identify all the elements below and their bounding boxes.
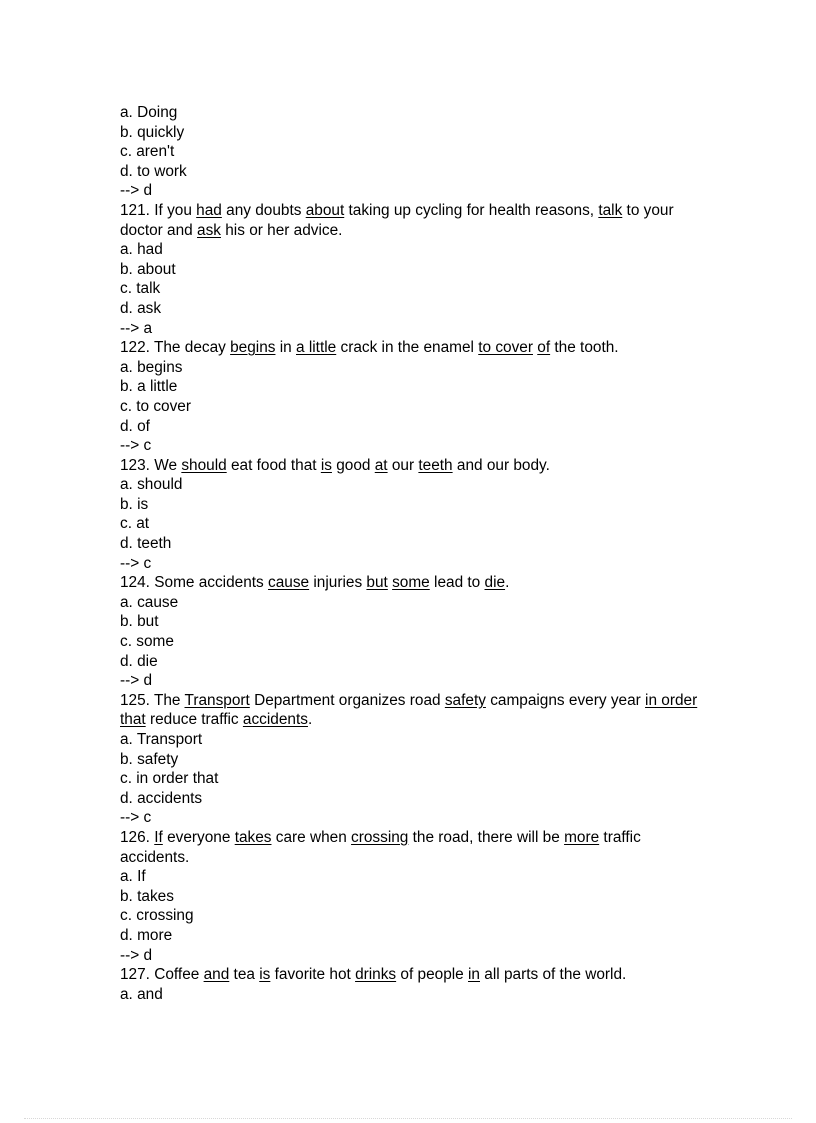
page-body: [120, 103, 710, 1004]
underlined-segment: crossing: [351, 828, 409, 846]
underlined-segment: in order that: [120, 691, 698, 729]
underlined-segment: Transport: [184, 691, 250, 709]
question-block: [120, 338, 710, 456]
text-segment: to your doctor and: [120, 201, 674, 239]
underlined-segment: some: [392, 574, 430, 592]
text-segment: .: [307, 711, 313, 729]
question-text: [120, 965, 710, 985]
text-segment: Some accidents: [149, 574, 269, 592]
question-text: [120, 338, 710, 358]
question-text: [120, 828, 710, 867]
question-block: [120, 828, 710, 965]
underlined-segment: about: [305, 201, 345, 219]
option-line: b. takes: [120, 887, 174, 905]
underlined-segment: takes: [234, 828, 272, 846]
text-segment: everyone: [162, 828, 235, 846]
underlined-segment: is: [259, 966, 271, 984]
underlined-segment: begins: [230, 339, 276, 357]
option-line: d. accidents: [120, 789, 203, 807]
text-segment: Coffee: [149, 966, 204, 984]
text-segment: The decay: [149, 339, 231, 357]
text-segment: Department organizes road: [249, 691, 445, 709]
underlined-segment: should: [181, 456, 227, 474]
text-segment: care when: [271, 828, 352, 846]
option-line: b. is: [120, 495, 149, 513]
underlined-segment: but: [366, 574, 388, 592]
question-text: [120, 691, 710, 730]
text-segment: all parts of the world.: [480, 966, 627, 984]
question-block: [120, 456, 710, 574]
question-number: 125.: [120, 691, 150, 709]
text-segment: injuries: [309, 574, 367, 592]
text-segment: campaigns every year: [485, 691, 646, 709]
text-segment: If you: [149, 201, 197, 219]
underlined-segment: ask: [197, 221, 221, 239]
question-number: 126.: [120, 828, 150, 846]
underlined-segment: cause: [268, 574, 310, 592]
text-segment: good: [331, 456, 375, 474]
option-line: a. and: [120, 985, 163, 1003]
option-line: c. some: [120, 633, 174, 651]
text-segment: and our body.: [452, 456, 550, 474]
option-line: c. talk: [120, 280, 161, 298]
underlined-segment: If: [154, 828, 163, 846]
text-segment: our: [387, 456, 419, 474]
answer-line: --> c: [120, 554, 152, 572]
option-line: b. quickly: [120, 123, 185, 141]
underlined-segment: a little: [296, 339, 337, 357]
option-line: d. of: [120, 417, 150, 435]
underlined-segment: had: [196, 201, 222, 219]
question-text: [120, 201, 710, 240]
underlined-segment: accidents: [242, 711, 308, 729]
question-text: [120, 456, 710, 476]
option-line: c. aren't: [120, 143, 175, 161]
text-segment: the road, there will be: [408, 828, 565, 846]
text-segment: in: [275, 339, 296, 357]
text-segment: reduce traffic: [145, 711, 243, 729]
question-list: [120, 201, 710, 1004]
option-line: b. but: [120, 613, 159, 631]
text-segment: lead to: [429, 574, 485, 592]
underlined-segment: of: [537, 339, 551, 357]
text-segment: of people: [396, 966, 469, 984]
underlined-segment: at: [374, 456, 388, 474]
text-segment: favorite hot: [270, 966, 356, 984]
text-segment: .: [505, 574, 510, 592]
question-number: 122.: [120, 339, 150, 357]
question-text: [120, 573, 710, 593]
option-line: d. ask: [120, 299, 162, 317]
text-segment: his or her advice.: [220, 221, 343, 239]
text-segment: tea: [229, 966, 260, 984]
option-line: a. cause: [120, 593, 179, 611]
answer-line: --> a: [120, 319, 153, 337]
option-line: a. begins: [120, 358, 183, 376]
underlined-segment: teeth: [418, 456, 453, 474]
text-segment: eat food that: [226, 456, 321, 474]
option-line: b. a little: [120, 378, 178, 396]
underlined-segment: die: [484, 574, 506, 592]
option-line: c. to cover: [120, 397, 191, 415]
option-line: a. had: [120, 241, 163, 259]
text-segment: We: [149, 456, 182, 474]
question-number: 127.: [120, 966, 150, 984]
answer-line: --> d: [120, 182, 153, 200]
underlined-segment: drinks: [355, 966, 397, 984]
text-segment: the tooth.: [550, 339, 619, 357]
option-line: d. teeth: [120, 535, 172, 553]
underlined-segment: to cover: [478, 339, 533, 357]
text-segment: The: [149, 691, 185, 709]
question-block: [120, 691, 710, 828]
option-line: d. to work: [120, 162, 187, 180]
option-line: b. about: [120, 260, 176, 278]
text-segment: traffic accidents.: [120, 828, 641, 866]
question-block: [120, 201, 710, 338]
option-line: d. die: [120, 652, 158, 670]
option-line: a. Doing: [120, 104, 178, 121]
option-line: c. crossing: [120, 907, 194, 925]
option-line: b. safety: [120, 750, 179, 768]
text-segment: crack in the enamel: [336, 339, 479, 357]
option-line: a. If: [120, 868, 146, 886]
underlined-segment: more: [564, 828, 600, 846]
option-line: c. at: [120, 515, 150, 533]
text-segment: any doubts: [221, 201, 306, 219]
answer-line: --> c: [120, 809, 152, 827]
question-number: 121.: [120, 201, 150, 219]
option-line: a. should: [120, 476, 183, 494]
option-line: c. in order that: [120, 770, 219, 788]
answer-line: --> c: [120, 437, 152, 455]
question-block: [120, 965, 710, 1004]
question-number: 123.: [120, 456, 150, 474]
page-bottom-divider: [24, 1118, 792, 1119]
text-segment: taking up cycling for health reasons,: [344, 201, 599, 219]
underlined-segment: is: [320, 456, 332, 474]
question-number: 124.: [120, 574, 150, 592]
question-block: [120, 573, 710, 691]
intro-block: [120, 103, 710, 201]
option-line: a. Transport: [120, 731, 203, 748]
answer-line: --> d: [120, 946, 153, 964]
answer-line: --> d: [120, 672, 153, 690]
underlined-segment: in: [468, 966, 480, 984]
option-line: d. more: [120, 926, 173, 944]
underlined-segment: and: [203, 966, 230, 984]
underlined-segment: safety: [444, 691, 486, 709]
underlined-segment: talk: [598, 201, 623, 219]
